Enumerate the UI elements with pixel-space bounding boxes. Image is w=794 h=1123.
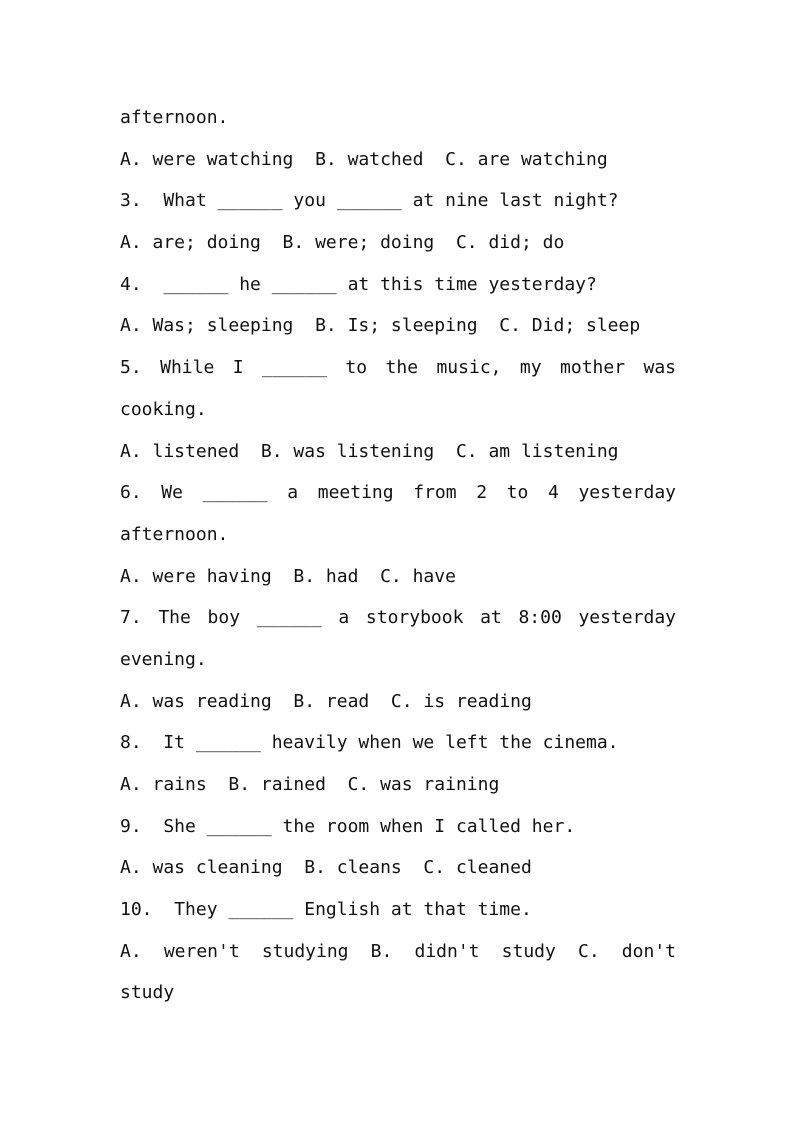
options-question-3: A. are; doing B. were; doing C. did; do	[120, 232, 565, 254]
question-3: 3. What ______ you ______ at nine last night?	[120, 190, 619, 212]
options-question-10-continuation: study	[120, 982, 175, 1004]
question-7: 7. The boy ______ a storybook at 8:00 yesterday	[120, 607, 676, 629]
options-question-4: A. Was; sleeping B. Is; sleeping C. Did; sleep	[120, 315, 641, 337]
question-6-continuation: afternoon.	[120, 523, 229, 545]
question-5-continuation: cooking.	[120, 398, 207, 420]
options-question-6: A. were having B. had C. have	[120, 565, 456, 587]
question-10: 10. They ______ English at that time.	[120, 899, 532, 921]
question-9: 9. She ______ the room when I called her.	[120, 815, 576, 837]
question-6: 6. We ______ a meeting from 2 to 4 yesterday	[120, 482, 676, 504]
options-question-5: A. listened B. was listening C. am listening	[120, 440, 619, 462]
question-4: 4. ______ he ______ at this time yesterday?	[120, 273, 597, 295]
options-question-10: A. weren't studying B. didn't study C. don't	[120, 940, 676, 962]
exercise-text	[120, 97, 676, 1014]
question-7-continuation: evening.	[120, 648, 207, 670]
question-5: 5. While I ______ to the music, my mother was	[120, 357, 676, 379]
text-line-continuation: afternoon.	[120, 107, 229, 128]
options-question-7: A. was reading B. read C. is reading	[120, 690, 532, 712]
options-question-8: A. rains B. rained C. was raining	[120, 774, 500, 795]
question-8: 8. It ______ heavily when we left the cinema.	[120, 732, 619, 754]
options-question-9: A. was cleaning B. cleans C. cleaned	[120, 857, 532, 879]
options-question-2: A. were watching B. watched C. are watching	[120, 148, 608, 170]
